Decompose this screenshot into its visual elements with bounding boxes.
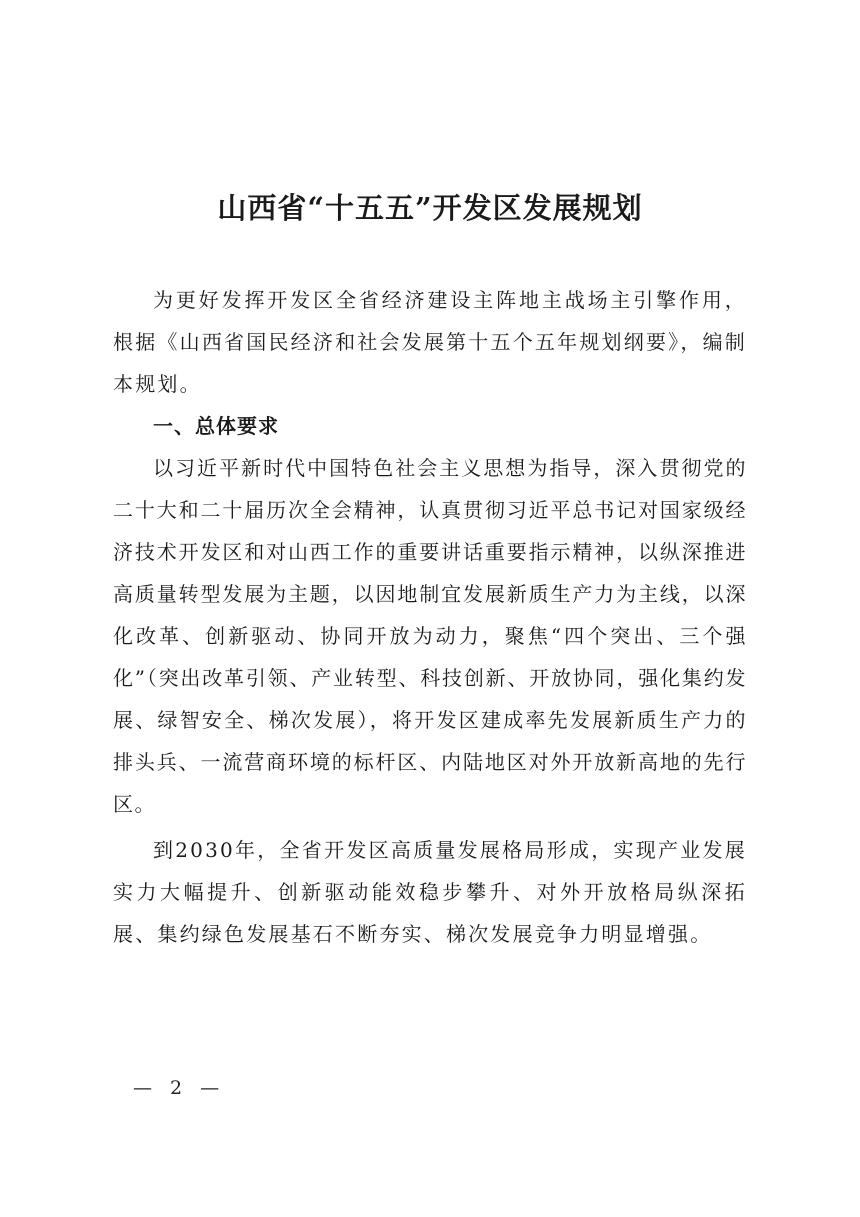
- section-1-paragraph-2030-goals: 到2030年，全省开发区高质量发展格局形成，实现产业发展实力大幅提升、创新驱动能效稳步攀升、对外开放格局纵深拓展、集约绿色发展基石不断夯实、梯次发展竞争力明显增强。: [113, 838, 747, 946]
- section-heading-overall-requirements: 一、总体要求: [153, 414, 279, 438]
- document-body: [113, 279, 747, 955]
- intro-paragraph: 为更好发挥开发区全省经济建设主阵地主战场主引擎作用，根据《山西省国民经济和社会发展第十五个五年规划纲要》，编制本规划。: [113, 288, 747, 396]
- document-title: 山西省“十五五”开发区发展规划: [217, 191, 643, 225]
- section-1-paragraph-guiding-principles: 以习近平新时代中国特色社会主义思想为指导，深入贯彻党的二十大和二十届历次全会精神，认真贯彻习近平总书记对国家级经济技术开发区和对山西工作的重要讲话重要指示精神，以纵深推进高质量转型发展为主题，以因地制宜发展新质生产力为主线，以深化改革、创新驱动、协同开放为动力，聚焦“四个突出、三个强化”（突出改革引领、产业转型、科技创新、开放协同，强化集约发展、绿智安全、梯次发展），将开发区建成率先发展新质生产力的排头兵、一流营商环境的标杆区、内陆地区对外开放新高地的先行区。: [113, 456, 747, 816]
- page-number: — 2 —: [133, 1077, 226, 1099]
